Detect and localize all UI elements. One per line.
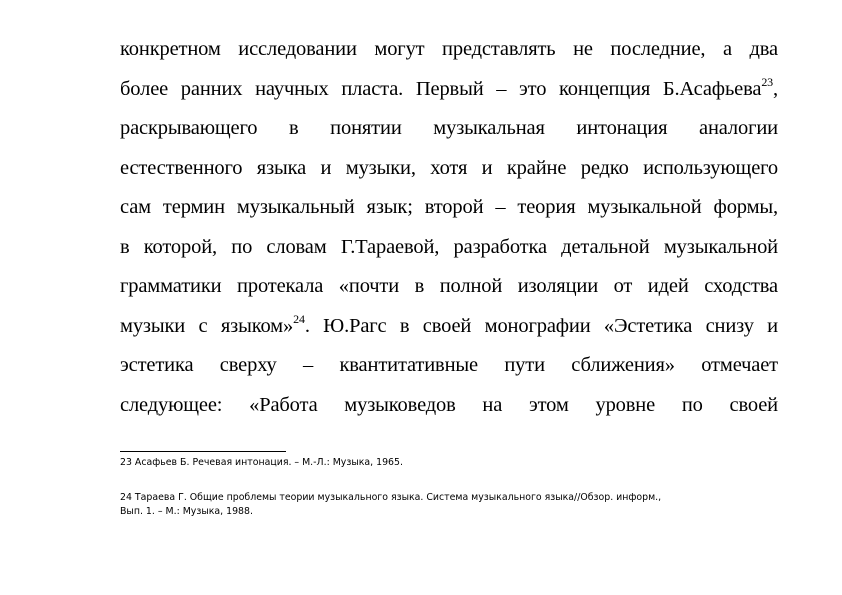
- text-line-8-start: музыки с языком»: [120, 314, 294, 337]
- main-text: [120, 30, 778, 425]
- footnote-24-number: 24: [120, 492, 132, 503]
- text-line-5: сам термин музыкальный язык; второй – теория музыкальной формы,: [120, 196, 778, 218]
- text-line-9: эстетика сверху – квантитативные пути сближения» отмечает: [120, 354, 778, 376]
- text-line-6: в которой, по словам Г.Тараевой, разработка детальной музыкальной: [120, 235, 778, 258]
- text-line-2-content: более ранних научных пласта. Первый – это концепция Б.Асафьева: [120, 77, 762, 100]
- footnote-24-separator: //: [574, 492, 581, 503]
- text-line-2: [120, 70, 778, 110]
- text-line-1: конкретном исследовании могут представлять не последние, а два: [120, 38, 778, 60]
- footnote-23-number: 23: [120, 457, 132, 468]
- footnote-ref-23[interactable]: 23: [761, 74, 774, 89]
- footnote-24-text-tail: Обзор. информ.,: [580, 492, 662, 503]
- footnote-24: [120, 491, 780, 519]
- footnote-24-text: Тараева Г. Общие проблемы теории музыкального языка. Система музыкального языка: [134, 492, 575, 503]
- footnote-23-text: Асафьев Б. Речевая интонация. – М.-Л.: Музыка, 1965.: [134, 457, 403, 468]
- footnote-24-text-line2: Вып. 1. – М.: Музыка, 1988.: [120, 506, 253, 517]
- footnote-23: [120, 456, 780, 470]
- text-line-7: грамматики протекала «почти в полной изоляции от идей сходства: [120, 275, 778, 297]
- text-line-8: [120, 307, 778, 347]
- text-line-4: естественного языка и музыки, хотя и крайне редко использующего: [120, 156, 778, 179]
- text-line-3: раскрывающего в понятии музыкальная интонация аналогии: [120, 117, 778, 139]
- text-line-10: следующее: «Работа музыковедов на этом уровне по своей: [120, 393, 778, 416]
- footnote-divider: [120, 451, 286, 452]
- text-line-8-end: . Ю.Рагс в своей монографии «Эстетика снизу и: [304, 314, 778, 337]
- footnote-ref-24[interactable]: 24: [293, 311, 305, 326]
- text-line-2-comma: ,: [773, 77, 778, 100]
